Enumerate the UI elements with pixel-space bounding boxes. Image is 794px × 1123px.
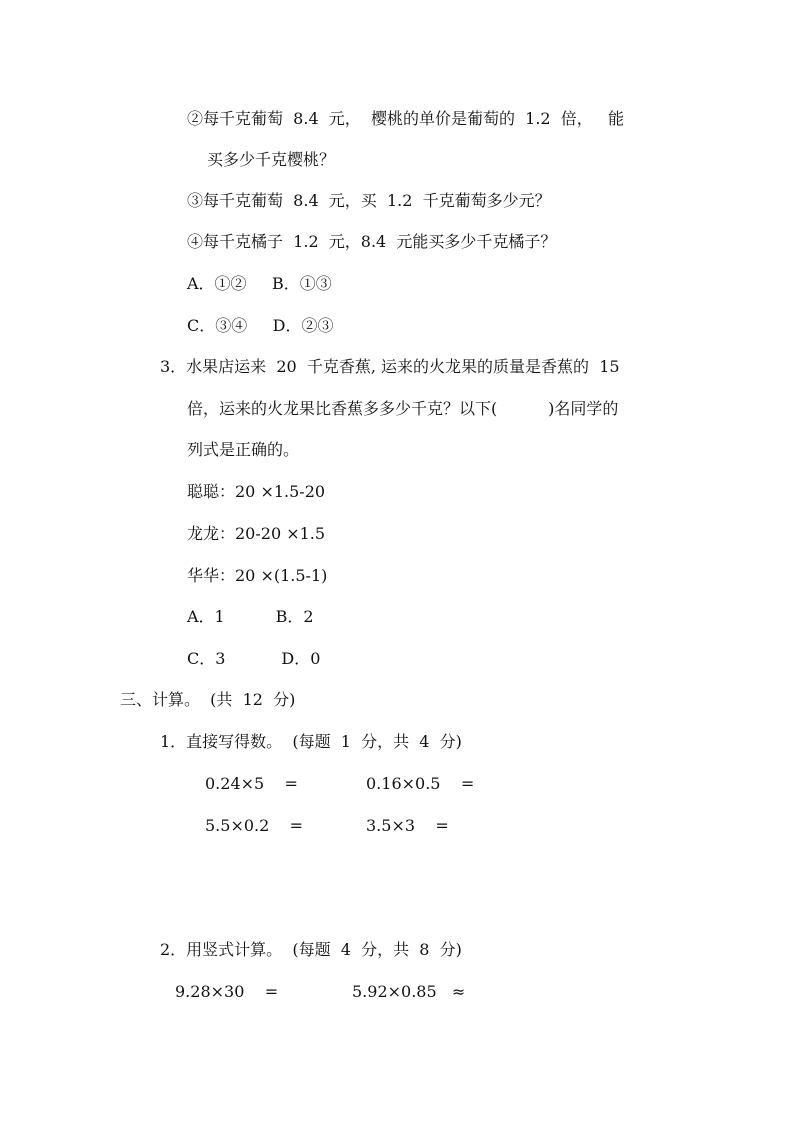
q2-option-2-line-1: ②每千克葡萄 8.4 元， 樱桃的单价是葡萄的 1.2 倍， 能 <box>187 109 625 128</box>
q3-huahua-formula: 华华：20 ×(1.5-1) <box>187 566 328 585</box>
section-3-part-1-heading: 1．直接写得数。 (每题 1 分，共 4 分) <box>160 732 462 751</box>
section-3-part-2-heading: 2．用竖式计算。 (每题 4 分，共 8 分) <box>160 940 462 959</box>
q2-choices-cd: C．③④ D．②③ <box>187 316 334 335</box>
q3-question-line-3: 列式是正确的。 <box>187 440 300 459</box>
q2-option-4: ④每千克橘子 1.2 元，8.4 元能买多少千克橘子？ <box>187 232 557 251</box>
section-3-heading: 三、计算。 (共 12 分) <box>120 690 296 709</box>
calc-row-2-right: 3.5×3 = <box>366 816 449 835</box>
q2-option-3: ③每千克葡萄 8.4 元，买 1.2 千克葡萄多少元？ <box>187 191 551 210</box>
calc-row-3-right: 5.92×0.85 ≈ <box>352 982 466 1001</box>
calc-row-2-left: 5.5×0.2 = <box>205 816 304 835</box>
q3-question-line-1: 3．水果店运来 20 千克香蕉, 运来的火龙果的质量是香蕉的 15 <box>160 357 620 376</box>
calc-row-1-left: 0.24×5 = <box>205 774 298 793</box>
q3-congcong-formula: 聪聪：20 ×1.5-20 <box>187 482 326 501</box>
calc-row-3-left: 9.28×30 = <box>175 982 279 1001</box>
q3-longlong-formula: 龙龙：20-20 ×1.5 <box>187 524 326 543</box>
q2-choices-ab: A．①② B．①③ <box>187 274 332 293</box>
q3-choices-ab: A．1 B．2 <box>187 607 314 626</box>
q3-choices-cd: C．3 D．0 <box>187 649 321 668</box>
q2-option-2-line-2: 买多少千克樱桃？ <box>207 150 336 169</box>
q3-question-line-2: 倍，运来的火龙果比香蕉多多少千克？以下( )名同学的 <box>187 399 619 418</box>
calc-row-1-right: 0.16×0.5 = <box>366 774 475 793</box>
